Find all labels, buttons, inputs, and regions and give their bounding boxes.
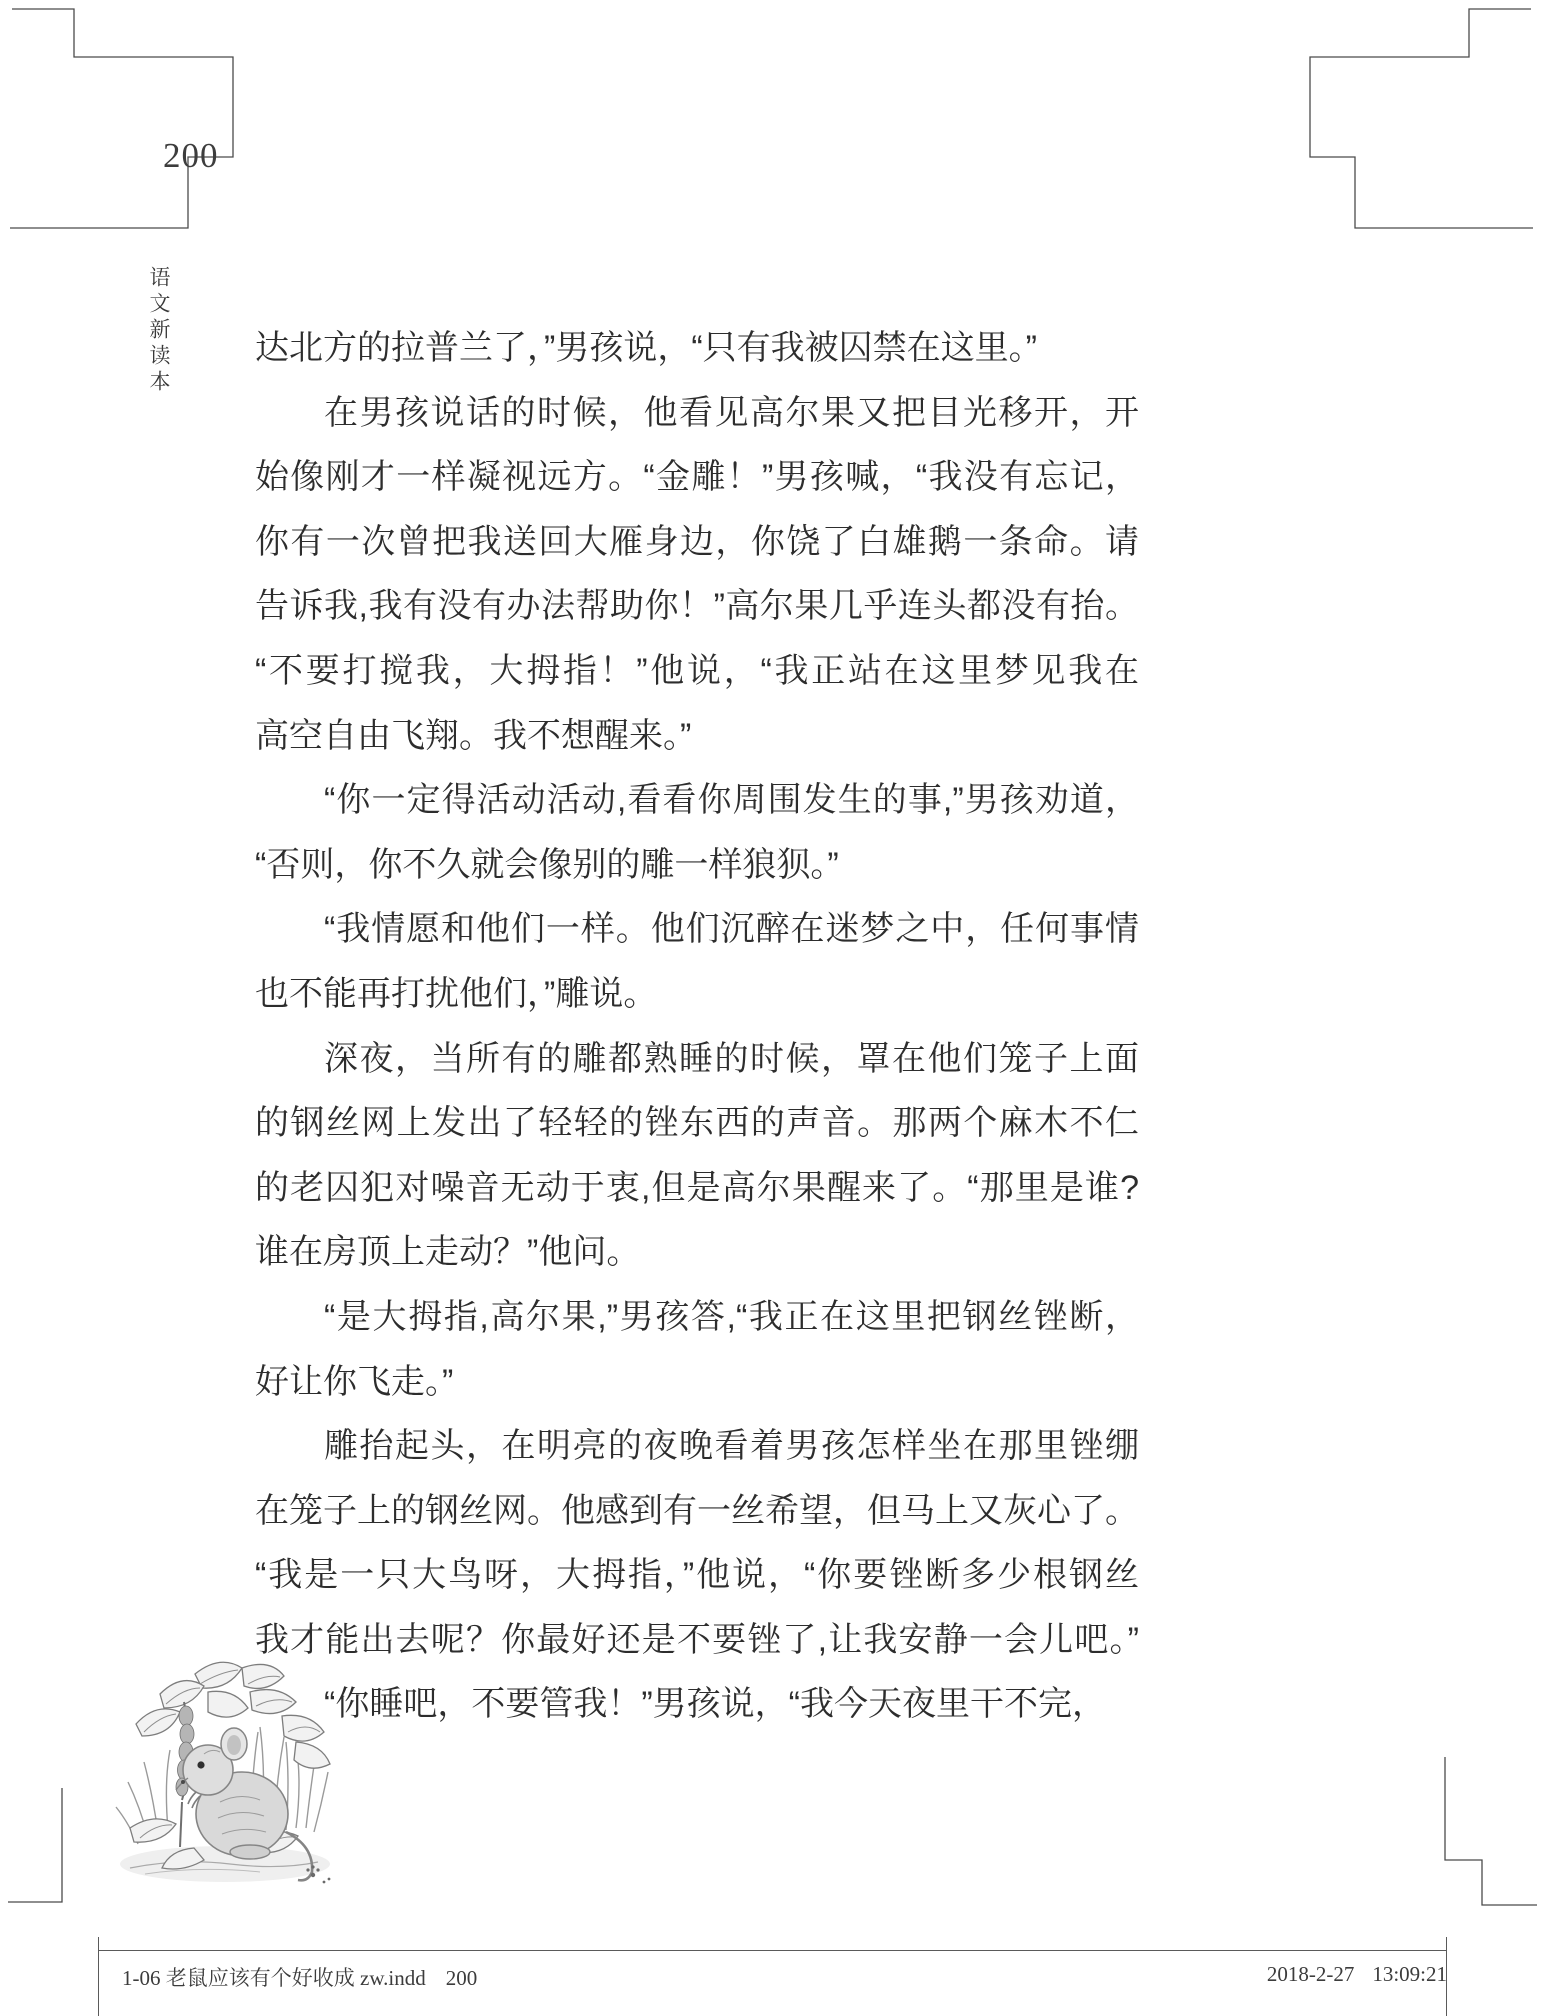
text-line: “不要打搅我，大拇指！”他说，“我正站在这里梦见我在 <box>255 651 1139 690</box>
text-line: 雕抬起头，在明亮的夜晚看着男孩怎样坐在那里锉绷 <box>324 1427 1139 1466</box>
text-line: 始像刚才一样凝视远方。“金雕！”男孩喊，“我没有忘记， <box>255 458 1139 497</box>
text-line: “我是一只大鸟呀，大拇指，”他说，“你要锉断多少根钢丝 <box>255 1556 1139 1595</box>
book-spine-title: 语文新读本 <box>147 266 170 396</box>
text-line: 在笼子上的钢丝网。他感到有一丝希望，但马上又灰心了。 <box>255 1491 1139 1530</box>
text-line: 谁在房顶上走动？”他问。 <box>255 1233 641 1272</box>
text-line: 在男孩说话的时候，他看见高尔果又把目光移开，开 <box>324 393 1139 432</box>
body-text <box>255 316 1139 1737</box>
text-line: “你一定得活动活动,看看你周围发生的事,”男孩劝道， <box>324 781 1139 820</box>
footer-timestamp <box>1233 1962 1447 1987</box>
crop-mark-bottom-right <box>1445 1757 1537 1905</box>
footer-date: 2018-2-27 <box>1266 1962 1355 1986</box>
text-line: 的老囚犯对噪音无动于衷,但是高尔果醒来了。“那里是谁? <box>255 1168 1139 1207</box>
footer-file-page: 200 <box>445 1966 478 1990</box>
footer-rule <box>98 1950 1447 1951</box>
text-line: 也不能再打扰他们，”雕说。 <box>255 974 658 1013</box>
footer-filename: 1-06 老鼠应该有个好收成 zw.indd <box>122 1966 426 1990</box>
text-line: 的钢丝网上发出了轻轻的锉东西的声音。那两个麻木不仁 <box>255 1104 1139 1143</box>
footer-time: 13:09:21 <box>1372 1962 1447 1986</box>
crop-mark-bottom-left <box>8 1788 62 1902</box>
text-line: 好让你飞走。” <box>255 1362 454 1401</box>
text-line: “是大拇指,高尔果,”男孩答,“我正在这里把钢丝锉断， <box>324 1297 1139 1336</box>
text-line: 告诉我,我有没有办法帮助你！”高尔果几乎连头都没有抬。 <box>255 587 1139 626</box>
text-line: 我才能出去呢？你最好还是不要锉了,让我安静一会儿吧。” <box>255 1620 1139 1659</box>
illustration-mouse <box>100 1632 338 1890</box>
crop-mark-top-left <box>10 9 233 228</box>
text-line: “我情愿和他们一样。他们沉醉在迷梦之中，任何事情 <box>324 910 1139 949</box>
text-line: “你睡吧，不要管我！”男孩说，“我今天夜里干不完， <box>324 1685 1106 1724</box>
page-number: 200 <box>163 136 219 175</box>
text-line: 达北方的拉普兰了，”男孩说，“只有我被囚禁在这里。” <box>255 329 1037 367</box>
text-line: 深夜，当所有的雕都熟睡的时候，罩在他们笼子上面 <box>324 1039 1139 1078</box>
slug-line-left <box>98 1937 99 2016</box>
text-line: 你有一次曾把我送回大雁身边，你饶了白雄鹅一条命。请 <box>255 522 1139 561</box>
text-line: 高空自由飞翔。我不想醒来。” <box>255 716 692 755</box>
crop-mark-top-right <box>1310 9 1533 228</box>
text-line: “否则，你不久就会像别的雕一样狼狈。” <box>255 845 839 884</box>
footer-file-info <box>122 1962 477 1992</box>
